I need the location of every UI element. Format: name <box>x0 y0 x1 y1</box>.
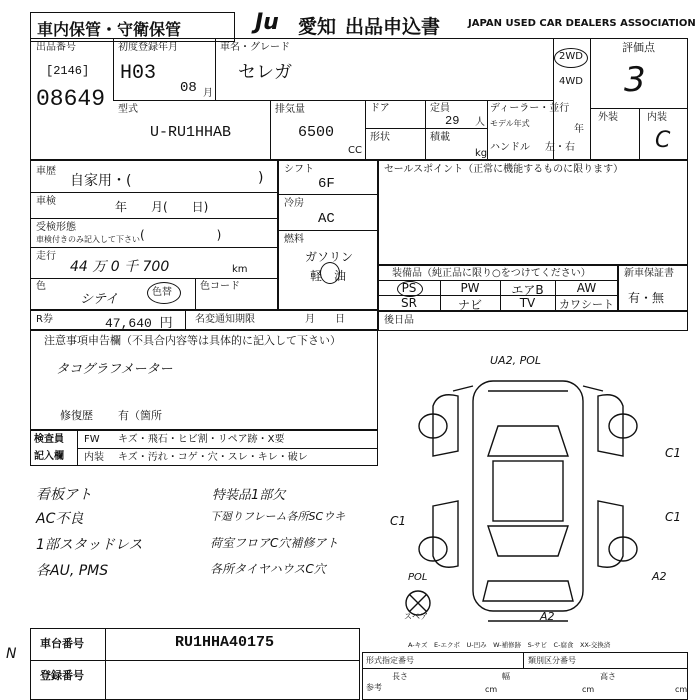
color-code-label: 色コード <box>200 281 240 292</box>
equip-pw: PW <box>460 281 480 295</box>
spec-label: 形式指定番号 <box>366 656 414 665</box>
remark-left-2: AC不良 <box>36 511 84 527</box>
diagram-right-c1: C1 <box>665 446 682 460</box>
capacity-label: 定員 <box>430 103 450 114</box>
remark-left-4: 各AU, PMS <box>36 563 109 579</box>
equip-ps: PS <box>401 281 417 295</box>
capacity-value: 29 <box>445 114 460 128</box>
diagram-pol: POL <box>408 572 428 583</box>
width-unit: cm <box>582 685 595 694</box>
brand-name: 愛知 <box>298 16 337 38</box>
score-label: 評価点 <box>622 41 655 54</box>
repair-label: 修復歴 <box>60 409 93 422</box>
margin-mark: N <box>6 646 17 662</box>
drive-4wd: 4WD <box>559 76 583 87</box>
kg-unit: kg <box>475 148 488 159</box>
storage-badge-text: 車内保管・守衛保管 <box>37 20 182 39</box>
first-reg-month: 08 <box>180 80 197 96</box>
model-code: U-RU1HHAB <box>150 124 232 141</box>
length-unit: cm <box>485 685 498 694</box>
shape-label: 形状 <box>370 132 390 143</box>
inspection-label: 車検 <box>36 196 56 207</box>
inspector-interior-items: キズ・汚れ・コゲ・穴・スレ・キレ・破レ <box>118 452 308 463</box>
score-value: 3 <box>624 60 646 100</box>
warranty-label: 新車保証書 <box>624 268 674 279</box>
shift-label: シフト <box>284 164 314 175</box>
ju-logo: Ju <box>255 10 279 35</box>
ac-label: 冷房 <box>284 198 304 209</box>
damage-legend: A-キズ E-エクボ U-凹み W-補修跡 S-サビ C-腐食 XX-交換済 <box>408 641 611 649</box>
fuel-value: ガソリン <box>305 250 354 264</box>
diagram-top-note: UA2, POL <box>490 354 541 367</box>
first-reg-year: H03 <box>120 62 157 85</box>
equip-ps-circle <box>397 281 423 297</box>
exterior-label: 外装 <box>598 112 618 123</box>
fuel-label: 燃料 <box>284 234 304 245</box>
handle-label: ハンドル <box>490 142 530 153</box>
equip-airbag: エアB <box>511 283 544 297</box>
color-value: シテイ <box>80 292 119 307</box>
lot-number: 08649 <box>36 86 106 112</box>
remark-right-4: 各所タイヤハウスC穴 <box>210 562 326 576</box>
diagram-bottom-a2: A2 <box>540 610 555 623</box>
width-label: 幅 <box>502 672 510 681</box>
car-damage-diagram <box>378 331 688 641</box>
recycle-label: R券 <box>36 314 53 325</box>
height-unit: cm <box>675 685 688 694</box>
usage-value: 自家用・( <box>70 173 132 189</box>
color-change: 色替 <box>152 287 172 298</box>
month-unit: 月 <box>203 88 213 99</box>
fuel-sub: 軽 油 <box>310 269 347 283</box>
doors-label: ドア <box>370 103 390 114</box>
diagram-right-a2: A2 <box>652 570 667 583</box>
lot-sub-number: [2146] <box>46 64 90 78</box>
equip-sr: SR <box>401 296 417 310</box>
name-change-label: 名変通知期限 <box>195 314 255 325</box>
equipment-label: 装備品（純正品に限り○をつけてください） <box>392 268 591 279</box>
mileage-label: 走行 <box>36 251 56 262</box>
received-paren: ( ) <box>140 228 222 242</box>
height-label: 高さ <box>600 672 616 681</box>
notes-label: 注意事項申告欄（不具合内容等は具体的に記入して下さい） <box>44 334 341 347</box>
rear-items-box <box>378 311 688 331</box>
notes-text: タコグラフメーター <box>56 362 173 377</box>
model-label: 型式 <box>118 104 138 115</box>
rear-items-label: 後日品 <box>384 315 414 326</box>
inspector-fw-tag: FW <box>84 434 100 445</box>
remark-right-3: 荷室フロアC穴補修アト <box>210 536 339 550</box>
handle-options: 左・右 <box>545 142 575 153</box>
diagram-right-c1b: C1 <box>665 510 682 524</box>
inspector-label-1: 検査員 <box>34 434 64 445</box>
displacement-value: 6500 <box>298 124 335 141</box>
interior-grade: C <box>655 128 671 153</box>
model-year-label: モデル年式 <box>490 119 530 128</box>
usage-label: 車歴 <box>36 166 56 177</box>
drive-2wd: 2WD <box>559 51 583 62</box>
chassis-label: 車台番号 <box>40 637 84 650</box>
dealer-label: ディーラー・並行 <box>490 103 570 114</box>
equip-aw: AW <box>576 281 597 295</box>
diagram-left-c1: C1 <box>390 514 407 528</box>
remark-right-1: 特装品1部欠 <box>212 488 286 503</box>
capacity-unit: 人 <box>475 117 485 128</box>
shift-value: 6F <box>318 176 335 192</box>
usage-paren-close: ) <box>258 170 264 186</box>
km-unit: km <box>232 264 248 275</box>
recycle-value: 47,640 円 <box>105 316 173 331</box>
received-note: 車検付きのみ記入して下さい <box>36 235 140 244</box>
year-unit: 年 <box>574 124 584 135</box>
class-label: 類別区分番号 <box>528 656 576 665</box>
displacement-label: 排気量 <box>275 104 305 115</box>
remark-right-2: 下廻りフレーム各所SCウキ <box>210 510 346 523</box>
sales-point-box <box>378 160 688 265</box>
repair-value: 有（箇所 <box>118 409 162 422</box>
warranty-options: 有・無 <box>628 291 665 305</box>
length-label: 長さ <box>392 672 408 681</box>
equip-tv: TV <box>519 296 536 310</box>
registration-label: 登録番号 <box>40 669 84 682</box>
remark-left-3: 1部スタッドレス <box>36 537 143 553</box>
first-reg-label: 初度登録年月 <box>118 42 178 53</box>
name-change-value: 月 日 <box>305 314 345 325</box>
car-name-label: 車名・グレード <box>220 42 290 53</box>
sales-point-label: セールスポイント（正常に機能するものに限ります） <box>384 164 624 175</box>
car-name: セレガ <box>238 62 292 83</box>
ref-label: 参考 <box>366 683 382 692</box>
fuel-circle <box>320 262 340 284</box>
inspection-value: 年 月( 日) <box>115 200 209 214</box>
received-label: 受検形態 <box>36 222 76 233</box>
interior-label: 内装 <box>647 112 667 123</box>
inspector-fw-items: キズ・飛石・ヒビ割・リペア跡・X要 <box>118 434 285 445</box>
association-name: JAPAN USED CAR DEALERS ASSOCIATION <box>468 18 696 29</box>
lot-number-label: 出品番号 <box>36 42 76 53</box>
remark-left-1: 看板アト <box>36 487 92 503</box>
equip-navi: ナビ <box>457 298 482 312</box>
diagram-spare-label: スペア <box>404 612 428 621</box>
ac-value: AC <box>318 211 335 227</box>
inspector-interior-tag: 内装 <box>84 452 104 463</box>
chassis-number: RU1HHA40175 <box>175 634 275 651</box>
color-label: 色 <box>36 281 46 292</box>
mileage-value: 44 万 0 千 700 <box>70 259 170 275</box>
cc-unit: CC <box>348 145 362 156</box>
inspector-label-2: 記入欄 <box>34 451 64 462</box>
form-title: 出品申込書 <box>345 16 441 38</box>
load-label: 積載 <box>430 132 450 143</box>
equip-leather: カワシート <box>559 298 614 311</box>
